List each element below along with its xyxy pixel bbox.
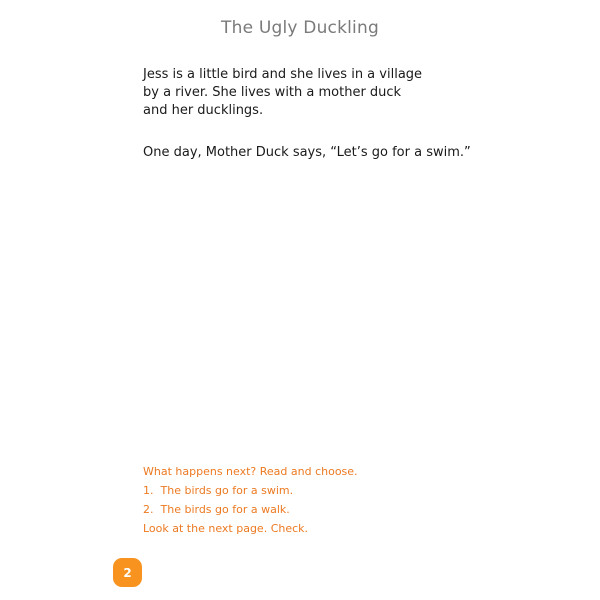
story-text (143, 66, 473, 186)
option-number: 1. (143, 484, 154, 497)
activity-prompt: What happens next? Read and choose. (143, 465, 358, 478)
story-paragraph-2 (143, 144, 473, 162)
story-line: Jess is a little bird and she lives in a village (143, 67, 423, 82)
reading-activity (143, 462, 358, 538)
story-paragraph-1 (143, 66, 473, 120)
story-line: One day, Mother Duck says, “Let’s go for a swim.” (143, 145, 471, 160)
page-number-badge: 2 (113, 558, 142, 587)
activity-option-1 (143, 481, 358, 500)
story-line: and her ducklings. (143, 103, 264, 118)
option-number: 2. (143, 503, 154, 516)
activity-instruction: Look at the next page. Check. (143, 522, 309, 535)
page-title: The Ugly Duckling (221, 18, 379, 38)
option-text: The birds go for a swim. (160, 484, 294, 497)
option-text: The birds go for a walk. (160, 503, 290, 516)
story-line: by a river. She lives with a mother duck (143, 85, 402, 100)
activity-option-2 (143, 500, 358, 519)
